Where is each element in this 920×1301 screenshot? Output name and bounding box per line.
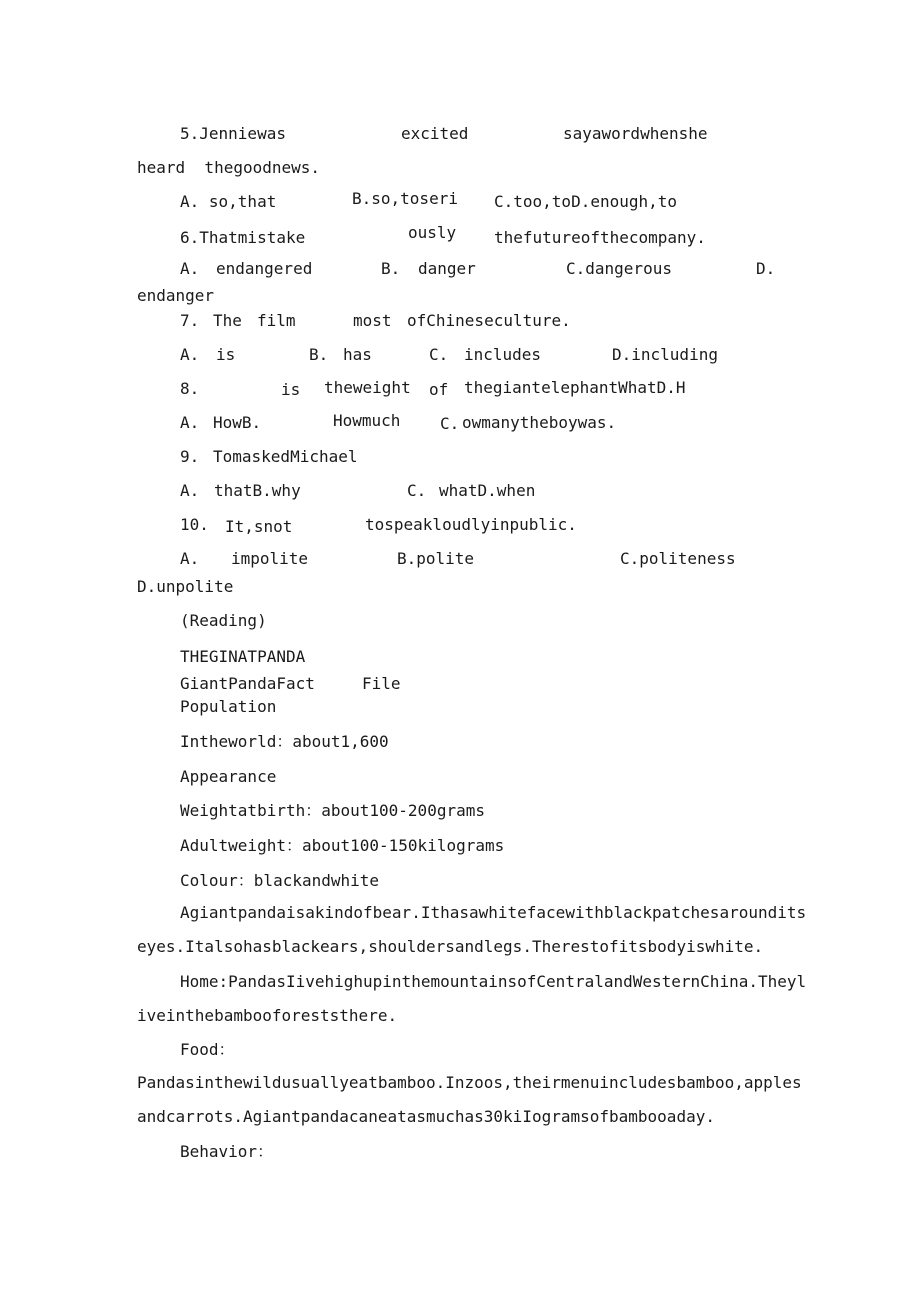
q5-option-b: B.so,toseri <box>352 189 458 208</box>
q5-stem-cont: heard thegoodnews. <box>137 158 321 177</box>
q10-word: It,snot <box>225 517 293 536</box>
q5-option-c: C.too,toD.enough,to <box>494 192 678 211</box>
population-line: Intheworld：about1,600 <box>180 732 389 751</box>
description-paragraph: Agiantpandaisakindofbear.Ithasawhitefacewithblackpatchesaroundits <box>180 903 807 922</box>
q7-option-c: includes <box>464 345 542 364</box>
q9-option-a-label: A. <box>180 481 200 500</box>
q8-stem: 8. <box>180 379 200 398</box>
q5-word: excited <box>401 124 469 143</box>
q10-stem: 10. <box>180 515 209 534</box>
q5-option-a: A. so,that <box>180 192 277 211</box>
q6-option-d-label: D. <box>756 259 776 278</box>
q10-option-c: C.politeness <box>620 549 736 568</box>
q8-word: thegiantelephantWhatD.H <box>464 378 686 397</box>
food-paragraph: andcarrots.Agiantpandacaneatasmuchas30kiIogramsofbambooaday. <box>137 1107 715 1126</box>
description-paragraph: eyes.Italsohasblackears,shouldersandlegs.Therestofitsbodyiswhite. <box>137 937 764 956</box>
q7-option-c-label: C. <box>429 345 449 364</box>
q10-option-b: B.polite <box>397 549 475 568</box>
colour-line: Colour：blackandwhite <box>180 871 380 890</box>
q10-word: tospeakloudlyinpublic. <box>365 515 577 534</box>
q7-word: The <box>213 311 242 330</box>
q6-option-a-label: A. <box>180 259 200 278</box>
q7-word: most <box>353 311 392 330</box>
fact-file-word: File <box>362 674 401 693</box>
home-paragraph: iveinthebambooforeststhere. <box>137 1006 398 1025</box>
food-paragraph: Pandasinthewildusuallyeatbamboo.Inzoos,theirmenuincludesbamboo,apples <box>137 1073 802 1092</box>
q6-stem: 6.Thatmistake <box>180 228 306 247</box>
q10-option-d: D.unpolite <box>137 577 234 596</box>
weight-at-birth: Weightatbirth：about100-200grams <box>180 801 485 820</box>
q7-option-d: D.including <box>612 345 718 364</box>
q8-option-c: owmanytheboywas. <box>462 413 617 432</box>
q8-word: of <box>429 380 449 399</box>
q7-word: film <box>257 311 296 330</box>
behavior-heading: Behavior： <box>180 1142 274 1161</box>
q8-option-a: HowB. <box>213 413 262 432</box>
appearance-heading: Appearance <box>180 767 277 786</box>
q9-option-c: whatD.when <box>439 481 536 500</box>
population-heading: Population <box>180 697 277 716</box>
reading-title: THEGINATPANDA <box>180 647 306 666</box>
q7-stem: 7. <box>180 311 200 330</box>
q10-option-a-label: A. <box>180 549 200 568</box>
q8-option-b: Howmuch <box>333 411 401 430</box>
section-heading: (Reading) <box>180 611 267 630</box>
q8-option-a-label: A. <box>180 413 200 432</box>
q9-option-a: thatB.why <box>214 481 301 500</box>
q8-option-c-label: C. <box>440 414 460 433</box>
q10-option-a: impolite <box>231 549 309 568</box>
home-paragraph: Home:PandasIivehighupinthemountainsofCentralandWesternChina.Theyl <box>180 972 807 991</box>
q6-option-d: endanger <box>137 286 215 305</box>
q7-option-a-label: A. <box>180 345 200 364</box>
q6-option-c: C.dangerous <box>566 259 672 278</box>
q9-word: TomaskedMichael <box>213 447 358 466</box>
q7-word: ofChineseculture. <box>407 311 571 330</box>
q8-word: is <box>281 380 301 399</box>
fact-file-title: GiantPandaFact <box>180 674 315 693</box>
q6-word: ously <box>408 223 457 242</box>
q9-option-c-label: C. <box>407 481 427 500</box>
q6-word: thefutureofthecompany. <box>494 228 706 247</box>
food-heading: Food： <box>180 1040 235 1059</box>
q6-option-a: endangered <box>216 259 313 278</box>
q6-option-b: danger <box>418 259 476 278</box>
q7-option-a: is <box>216 345 236 364</box>
q7-option-b-label: B. <box>309 345 329 364</box>
adult-weight: Adultweight：about100-150kilograms <box>180 836 505 855</box>
q7-option-b: has <box>343 345 372 364</box>
q5-word: sayawordwhenshe <box>563 124 708 143</box>
q9-stem: 9. <box>180 447 200 466</box>
q6-option-b-label: B. <box>381 259 401 278</box>
q5-stem: 5.Jenniewas <box>180 124 286 143</box>
q8-word: theweight <box>324 378 411 397</box>
